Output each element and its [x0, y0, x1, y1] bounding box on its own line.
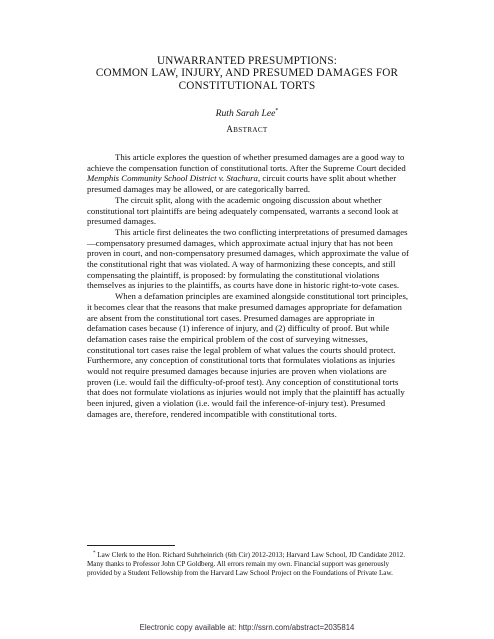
title-line-1: UNWARRANTED PRESUMPTIONS: — [157, 55, 337, 67]
title-line-3: CONSTITUTIONAL TORTS — [178, 79, 316, 92]
footnote — [87, 550, 415, 577]
title-line-2: COMMON LAW, INJURY, AND PRESUMED DAMAGES FOR — [95, 67, 399, 80]
abstract-paragraph — [87, 152, 409, 195]
footnote-mark: * — [93, 551, 96, 556]
abstract-heading-rest: BSTRACT — [233, 126, 268, 134]
paper-title — [60, 55, 434, 92]
abstract-paragraph: When a defamation principles are examined alongside constitutional tort principles, it becomes clear that the reasons that make presumed damages appropriate for defamation are absent from the constitutional tort cases. Presumed damages are appropriate in defamation cases because (1) inference of injury, and (2) difficulty of proof. But while defamation cases raise the empirical problem of the cost of surveying witnesses, constitutional tort cases raise the legal problem of what values the courts should protect. Furthermore, any conception of constitutional torts that formulates violations as injuries would not require presumed damages because injuries are proven when violations are proven (i.e. would fail the difficulty-of-proof test). Any conception of constitutional torts that does not formulate violations as injuries would not imply that the plaintiff has actually been injured, given a violation (i.e. would fail the inference-of-injury test). Presumed damages are, therefore, rendered incompatible with constitutional torts. — [87, 291, 409, 419]
author-line — [60, 108, 434, 119]
abstract-paragraph: The circuit split, along with the academic ongoing discussion about whether constitutional tort plaintiffs are being adequately compensated, warrants a second look at presumed damages. — [87, 194, 399, 227]
footnote-text: Law Clerk to the Hon. Richard Suhrheinrich (6th Cir) 2012-2013; Harvard Law School, JD Candidate 2012. Many thanks to Professor John CP Goldberg. All errors remain my own. Financial support was generously provided by a Student Fellowship from the Harvard Law School Project on the Foundations of Private Law. — [87, 551, 406, 577]
abstract-body — [87, 152, 409, 420]
paragraph-text: This article explores the question of whether presumed damages are a good way to achieve the compensation function of constitutional torts. After the Supreme Court decided — [87, 152, 406, 173]
abstract-heading — [60, 124, 434, 134]
ssrn-notice: Electronic copy available at: http://ssrn.com/abstract=2035814 — [139, 623, 355, 632]
author-name: Ruth Sarah Lee — [215, 108, 276, 119]
paragraph-text: , circuit courts have split about whether presumed damages may be allowed, or are categorically barred. — [87, 173, 397, 195]
case-name: Memphis Community School District v. Stachura — [87, 173, 258, 184]
footnote-rule — [87, 545, 175, 546]
author-footnote-mark: * — [275, 108, 279, 114]
footnote-paragraph — [87, 550, 415, 577]
abstract-heading-initial: A — [226, 124, 234, 134]
abstract-paragraph: This article first delineates the two conflicting interpretations of presumed damages—compensatory presumed damages, which approximate actual injury that has not been proven in court, and non-compensatory presumed damages, which approximate the value of the constitutional right that was violated. A way of harmonizing these concepts, and still compensating the plaintiff, is proposed: by formulating the constitutional violations themselves as injuries to the plaintiffs, as courts have done in historic right-to-vote cases. — [87, 226, 409, 291]
